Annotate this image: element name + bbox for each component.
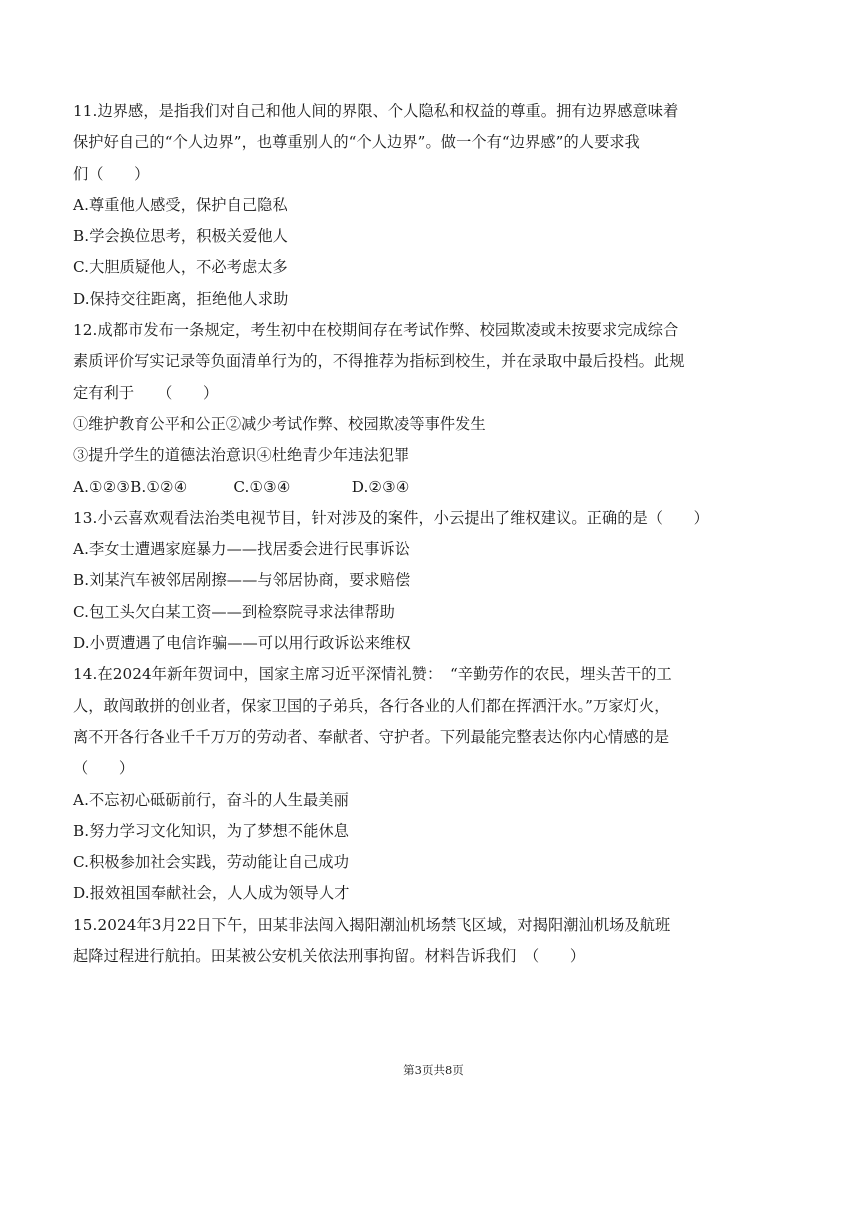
q11-option-c: C.大胆质疑他人，不必考虑太多 [73,258,288,277]
q12-options: A.①②③B.①②④ C.①③④ D.②③④ [73,477,410,496]
q12-stem-line-3: 定有利于 （ ） [73,383,219,402]
page-number-footer: 第3页共8页 [403,1063,464,1077]
q15-stem-line-1: 15.2024年3月22日下午，田某非法闯入揭阳潮汕机场禁飞区域，对揭阳潮汕机场及航班 [73,915,671,934]
q14-option-a: A.不忘初心砥砺前行，奋斗的人生最美丽 [73,790,349,809]
q11-stem-line-2: 保护好自己的“个人边界”，也尊重别人的“个人边界”。做一个有“边界感”的人要求我 [73,133,640,152]
q14-option-b: B.努力学习文化知识，为了梦想不能休息 [73,821,350,840]
q11-option-a: A.尊重他人感受，保护自己隐私 [73,195,288,214]
q14-option-d: D.报效祖国奉献社会，人人成为领导人才 [73,884,350,903]
q14-stem-line-2: 人，敢闯敢拼的创业者，保家卫国的子弟兵，各行各业的人们都在挥洒汗水。”万家灯火， [73,696,670,715]
q13-stem: 13.小云喜欢观看法治类电视节目，针对涉及的案件，小云提出了维权建议。正确的是（ ） [73,508,709,527]
q12-stem-line-2: 素质评价写实记录等负面清单行为的，不得推荐为指标到校生，并在录取中最后投档。此规 [73,352,685,371]
q13-option-a: A.李女士遭遇家庭暴力——找居委会进行民事诉讼 [73,540,411,559]
q12-stem-line-1: 12.成都市发布一条规定，考生初中在校期间存在考试作弊、校园欺凌或未按要求完成综合 [73,321,679,340]
q13-option-c: C.包工头欠白某工资——到检察院寻求法律帮助 [73,602,395,621]
q14-stem-line-1: 14.在2024年新年贺词中，国家主席习近平深情礼赞： “辛勤劳作的农民，埋头苦干的工 [73,665,672,684]
q13-option-d: D.小贾遭遇了电信诈骗——可以用行政诉讼来维权 [73,634,411,653]
q14-stem-line-4: （ ） [73,759,135,778]
q12-statement-1-2: ①维护教育公平和公正②减少考试作弊、校园欺凌等事件发生 [73,414,486,433]
q11-option-d: D.保持交往距离，拒绝他人求助 [73,289,289,308]
q14-option-c: C.积极参加社会实践，劳动能让自己成功 [73,853,349,872]
q14-stem-line-3: 离不开各行各业千千万万的劳动者、奉献者、守护者。下列最能完整表达你内心情感的是 [73,727,670,746]
q15-stem-line-2: 起降过程进行航拍。田某被公安机关依法刑事拘留。材料告诉我们 （ ） [73,947,586,966]
question-text-block [73,96,733,972]
q13-option-b: B.刘某汽车被邻居剐擦——与邻居协商，要求赔偿 [73,571,411,590]
q11-option-b: B.学会换位思考，积极关爱他人 [73,227,288,246]
q11-stem-line-1: 11.边界感，是指我们对自己和他人间的界限、个人隐私和权益的尊重。拥有边界感意味着 [73,102,679,120]
q12-statement-3-4: ③提升学生的道德法治意识④杜绝青少年违法犯罪 [73,446,410,465]
q11-stem-line-3: 们（ ） [73,164,150,183]
